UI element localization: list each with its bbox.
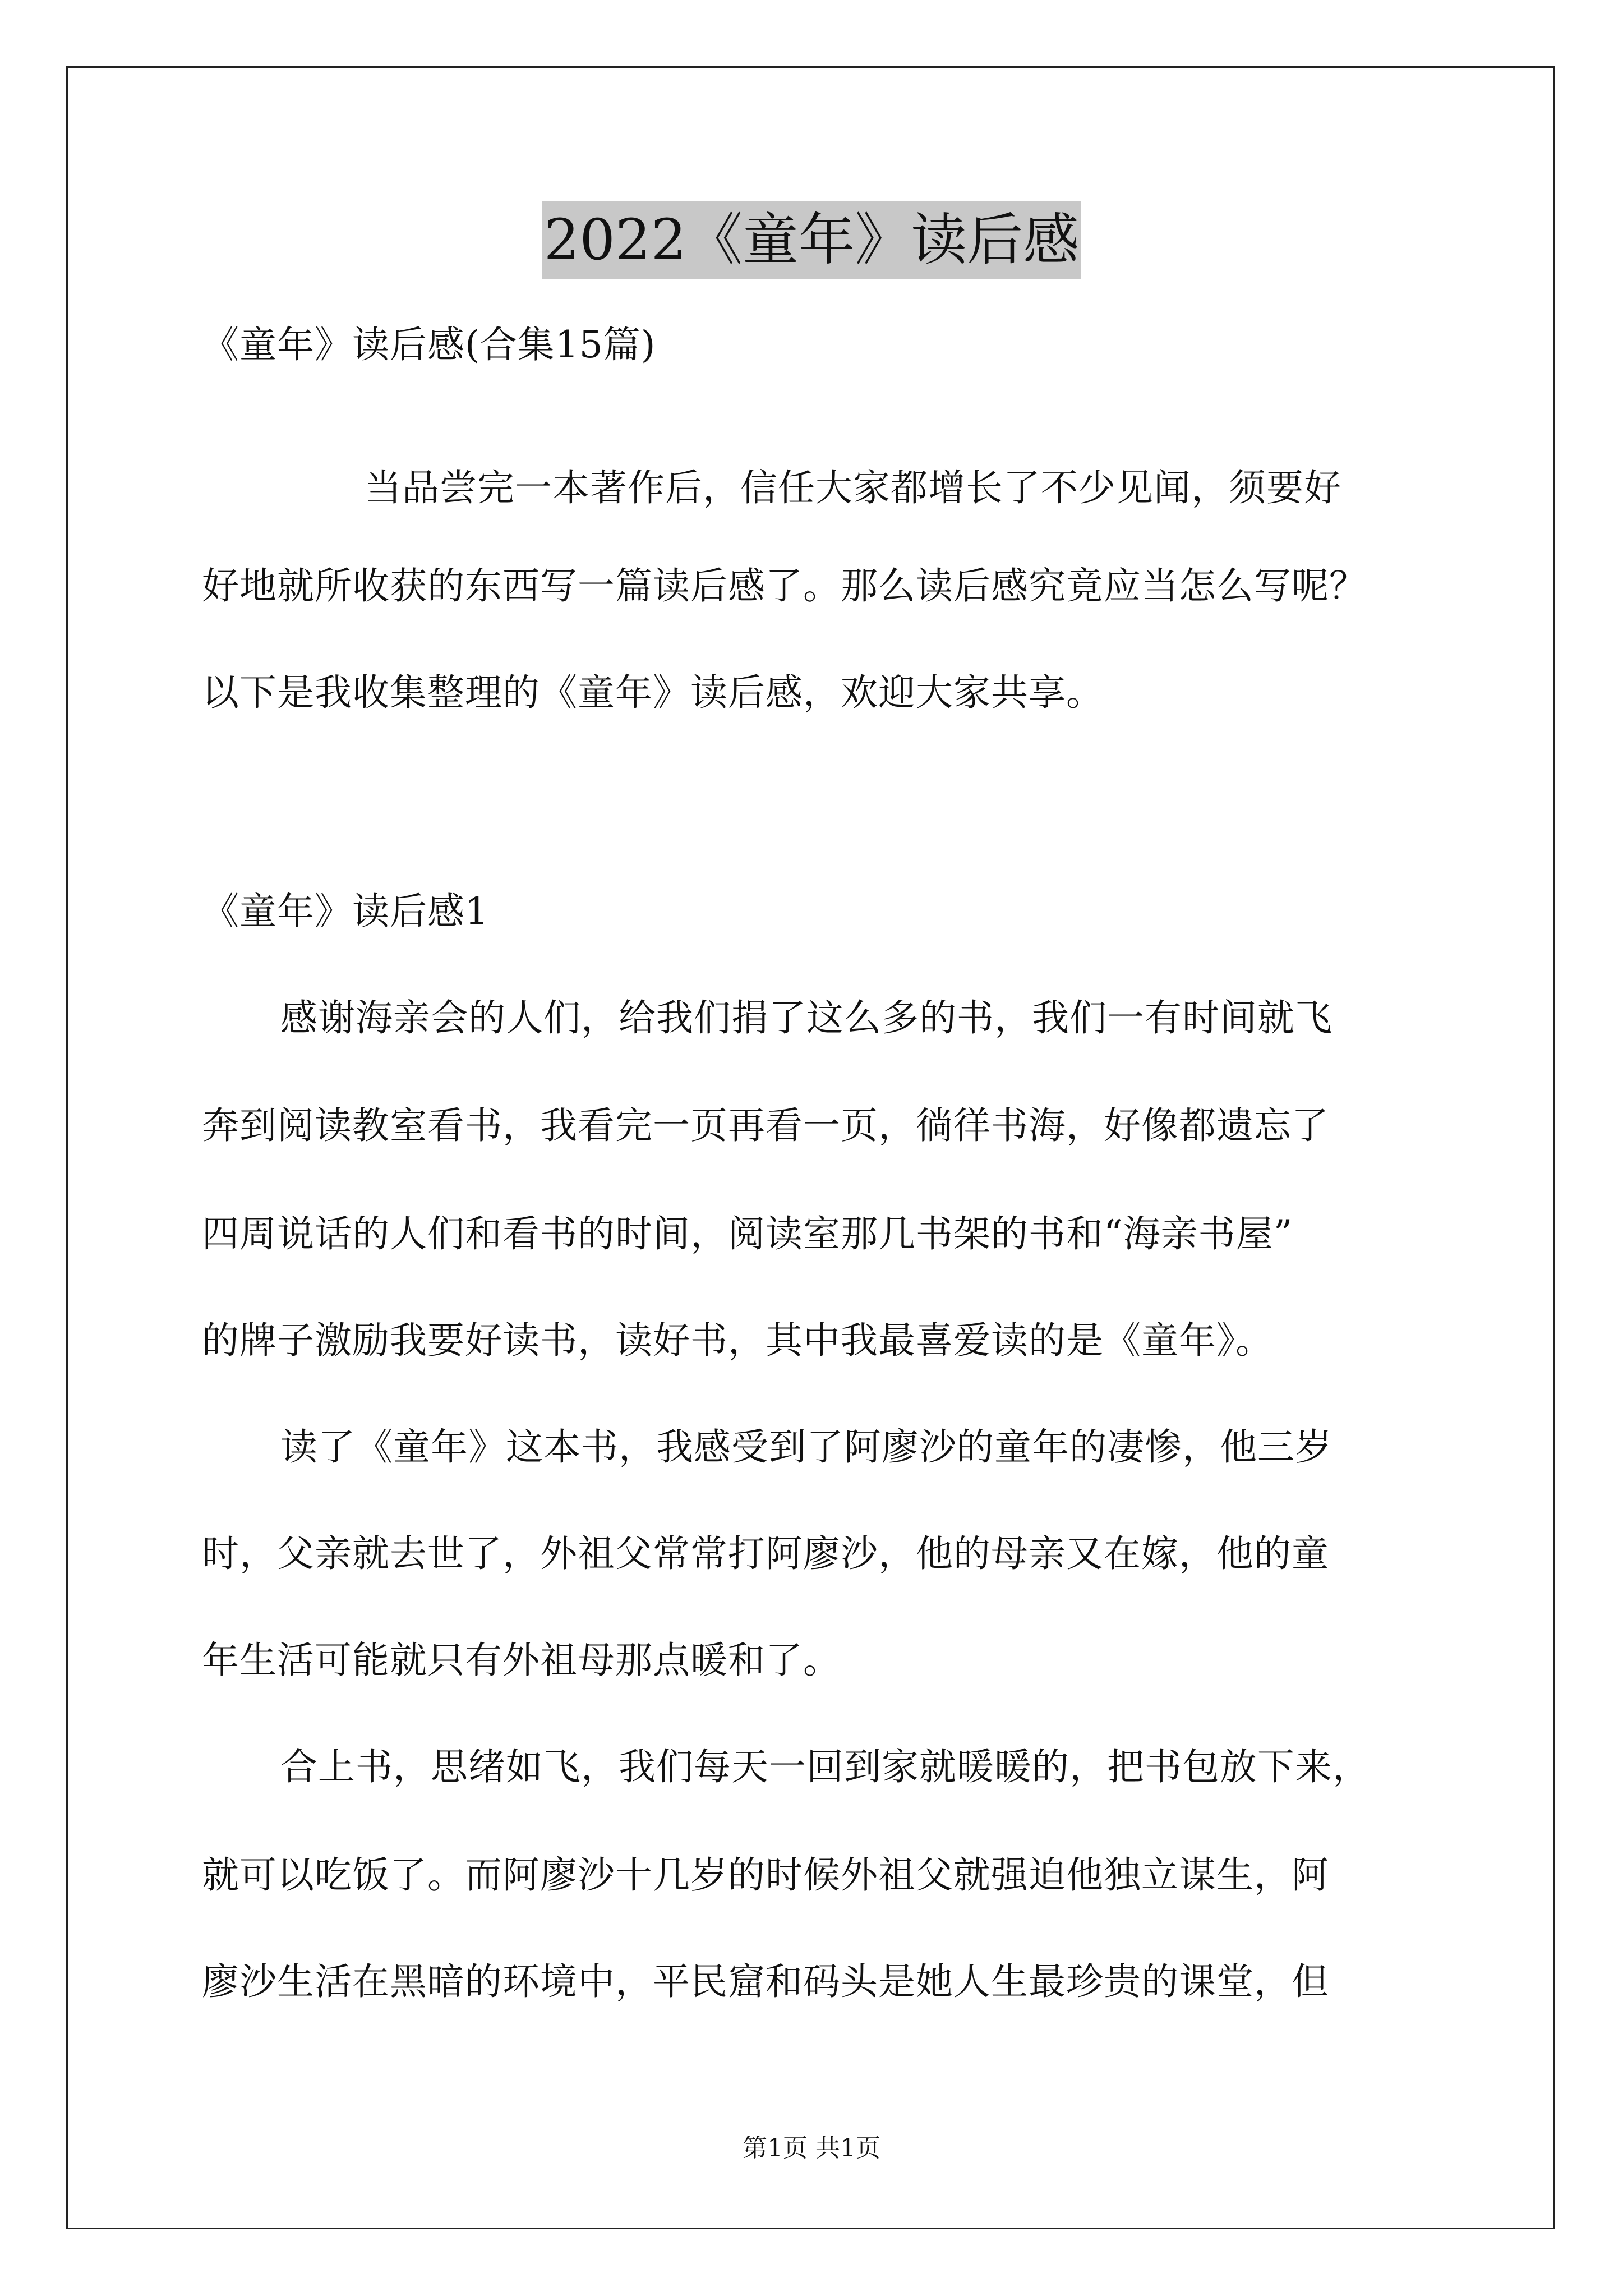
intro-line-1: 当品尝完一本著作后，信任大家都增长了不少见闻，须要好 <box>365 466 1341 509</box>
body-line-3: 四周说话的人们和看书的时间，阅读室那几书架的书和“海亲书屋” <box>202 1212 1293 1255</box>
body-line-6: 时，父亲就去世了，外祖父常常打阿廖沙，他的母亲又在嫁，他的童 <box>202 1532 1329 1575</box>
body-line-5: 读了《童年》这本书，我感受到了阿廖沙的童年的凄惨，他三岁 <box>280 1425 1332 1469</box>
collection-heading: 《童年》读后感(合集15篇) <box>202 323 656 366</box>
section-heading-1: 《童年》读后感1 <box>202 890 489 933</box>
body-line-8: 合上书，思绪如飞，我们每天一回到家就暖暖的，把书包放下来， <box>280 1745 1370 1788</box>
intro-line-2: 好地就所收获的东西写一篇读后感了。那么读后感究竟应当怎么写呢？ <box>202 564 1367 608</box>
document-title: 2022《童年》读后感 <box>542 201 1082 279</box>
body-line-7: 年生活可能就只有外祖母那点暖和了。 <box>202 1639 841 1682</box>
body-line-1: 感谢海亲会的人们，给我们捐了这么多的书，我们一有时间就飞 <box>280 996 1332 1039</box>
body-line-2: 奔到阅读教室看书，我看完一页再看一页，徜徉书海，好像都遗忘了 <box>202 1104 1329 1147</box>
body-line-9: 就可以吃饭了。而阿廖沙十几岁的时候外祖父就强迫他独立谋生，阿 <box>202 1853 1329 1897</box>
page-footer: 第1页 共1页 <box>743 2134 880 2162</box>
document-title-container <box>0 201 1623 279</box>
body-line-10: 廖沙生活在黑暗的环境中，平民窟和码头是她人生最珍贵的课堂，但 <box>202 1960 1329 2003</box>
body-line-4: 的牌子激励我要好读书，读好书，其中我最喜爱读的是《童年》。 <box>202 1319 1273 1362</box>
intro-line-3: 以下是我收集整理的《童年》读后感，欢迎大家共享。 <box>202 671 1104 714</box>
